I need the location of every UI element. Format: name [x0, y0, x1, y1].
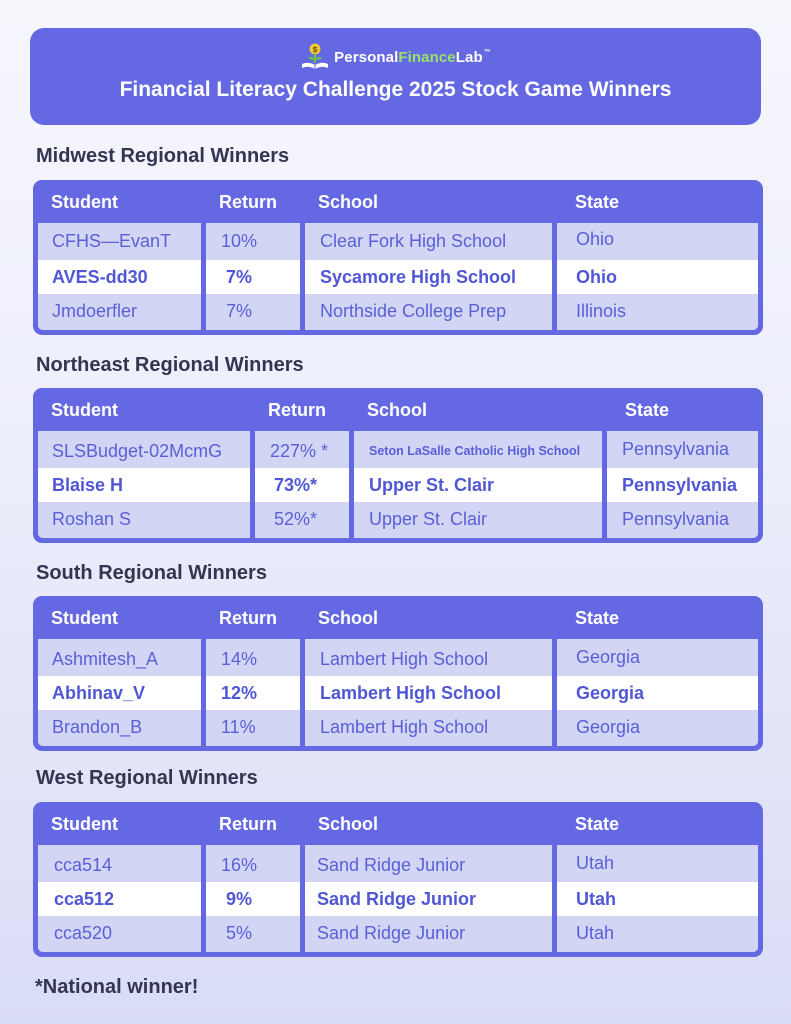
col-header-student: Student: [51, 400, 118, 420]
header-banner: [30, 28, 761, 125]
col-header-state: State: [575, 192, 620, 212]
col-header-school: School: [367, 400, 428, 420]
table-row: [38, 260, 758, 294]
table-row: [38, 431, 758, 468]
col-header-school: School: [318, 814, 379, 834]
col-header-school: School: [318, 608, 379, 628]
state-cell: Utah: [576, 889, 616, 909]
return-cell: 10%: [221, 231, 258, 251]
school-cell: Lambert High School: [320, 649, 489, 669]
tree-on-book-icon: [300, 42, 330, 72]
school-cell: Clear Fork High School: [320, 231, 507, 251]
column-divider: [201, 223, 206, 330]
svg-text:$: $: [312, 45, 318, 54]
return-cell: 7%: [226, 301, 253, 321]
col-header-student: Student: [51, 192, 118, 212]
return-cell: 5%: [226, 923, 253, 943]
table-row: [38, 468, 758, 502]
table-row: [38, 639, 758, 676]
column-divider: [201, 845, 206, 952]
state-cell: Georgia: [576, 717, 641, 737]
student-cell: cca520: [54, 923, 113, 943]
state-cell: Utah: [576, 853, 615, 873]
table-midwest: [33, 180, 763, 335]
table-row: [38, 502, 758, 538]
col-header-state: State: [625, 400, 670, 420]
column-divider: [552, 639, 557, 746]
school-cell: Sycamore High School: [320, 267, 517, 287]
table-row: [38, 294, 758, 330]
column-divider: [552, 845, 557, 952]
table-row: [38, 710, 758, 746]
return-cell: 52%*: [274, 509, 318, 529]
col-header-state: State: [575, 608, 620, 628]
return-cell: 11%: [221, 717, 256, 737]
state-cell: Illinois: [576, 301, 627, 321]
table-row: [38, 845, 758, 882]
table-row: [38, 676, 758, 710]
student-cell: cca514: [54, 855, 113, 875]
school-cell: Sand Ridge Junior: [317, 889, 477, 909]
student-cell: Abhinav_V: [52, 683, 146, 703]
state-cell: Pennsylvania: [622, 439, 730, 459]
return-cell: 16%: [221, 855, 258, 875]
page-title: Financial Literacy Challenge 2025 Stock Game Winners: [119, 78, 672, 101]
state-cell: Ohio: [576, 267, 617, 287]
col-header-state: State: [575, 814, 620, 834]
school-cell: Lambert High School: [320, 683, 502, 703]
column-divider: [602, 431, 607, 538]
section-title-midwest: Midwest Regional Winners: [36, 145, 290, 167]
col-header-student: Student: [51, 608, 118, 628]
state-cell: Pennsylvania: [622, 509, 730, 529]
school-cell: Sand Ridge Junior: [317, 923, 466, 943]
column-divider: [300, 845, 305, 952]
school-cell: Northside College Prep: [320, 301, 507, 321]
school-cell: Sand Ridge Junior: [317, 855, 466, 875]
column-divider: [552, 223, 557, 330]
table-south: [33, 596, 763, 751]
state-cell: Ohio: [576, 229, 615, 249]
student-cell: Roshan S: [52, 509, 132, 529]
section-title-west: West Regional Winners: [36, 767, 258, 789]
student-cell: Ashmitesh_A: [52, 649, 159, 669]
col-header-school: School: [318, 192, 379, 212]
school-cell: Seton LaSalle Catholic High School: [369, 444, 581, 458]
section-title-south: South Regional Winners: [36, 562, 267, 584]
student-cell: SLSBudget-02McmG: [52, 441, 223, 461]
school-cell: Upper St. Clair: [369, 475, 495, 495]
section-title-northeast: Northeast Regional Winners: [36, 354, 304, 376]
column-divider: [349, 431, 354, 538]
table-row: [38, 882, 758, 916]
return-cell: 227% *: [270, 441, 329, 461]
state-cell: Utah: [576, 923, 615, 943]
state-cell: Georgia: [576, 683, 645, 703]
column-divider: [201, 639, 206, 746]
student-cell: cca512: [54, 889, 115, 909]
column-divider: [250, 431, 255, 538]
state-cell: Pennsylvania: [622, 475, 738, 495]
col-header-student: Student: [51, 814, 118, 834]
state-cell: Georgia: [576, 647, 641, 667]
logo-wordmark: PersonalFinanceLab™: [334, 48, 491, 66]
student-cell: CFHS—EvanT: [52, 231, 172, 251]
return-cell: 73%*: [274, 475, 318, 495]
col-header-return: Return: [219, 192, 277, 212]
school-cell: Upper St. Clair: [369, 509, 488, 529]
footnote: *National winner!: [35, 976, 199, 998]
column-divider: [300, 223, 305, 330]
student-cell: Brandon_B: [52, 717, 143, 737]
return-cell: 9%: [226, 889, 253, 909]
school-cell: Lambert High School: [320, 717, 489, 737]
logo: [300, 42, 491, 72]
return-cell: 14%: [221, 649, 258, 669]
student-cell: Jmdoerfler: [52, 301, 138, 321]
return-cell: 7%: [226, 267, 253, 287]
table-row: [38, 916, 758, 952]
column-divider: [300, 639, 305, 746]
student-cell: Blaise H: [52, 475, 124, 495]
col-header-return: Return: [219, 608, 277, 628]
student-cell: AVES-dd30: [52, 267, 148, 287]
col-header-return: Return: [268, 400, 326, 420]
table-northeast: [33, 388, 763, 543]
table-west: [33, 802, 763, 957]
col-header-return: Return: [219, 814, 277, 834]
table-row: [38, 223, 758, 260]
return-cell: 12%: [221, 683, 258, 703]
